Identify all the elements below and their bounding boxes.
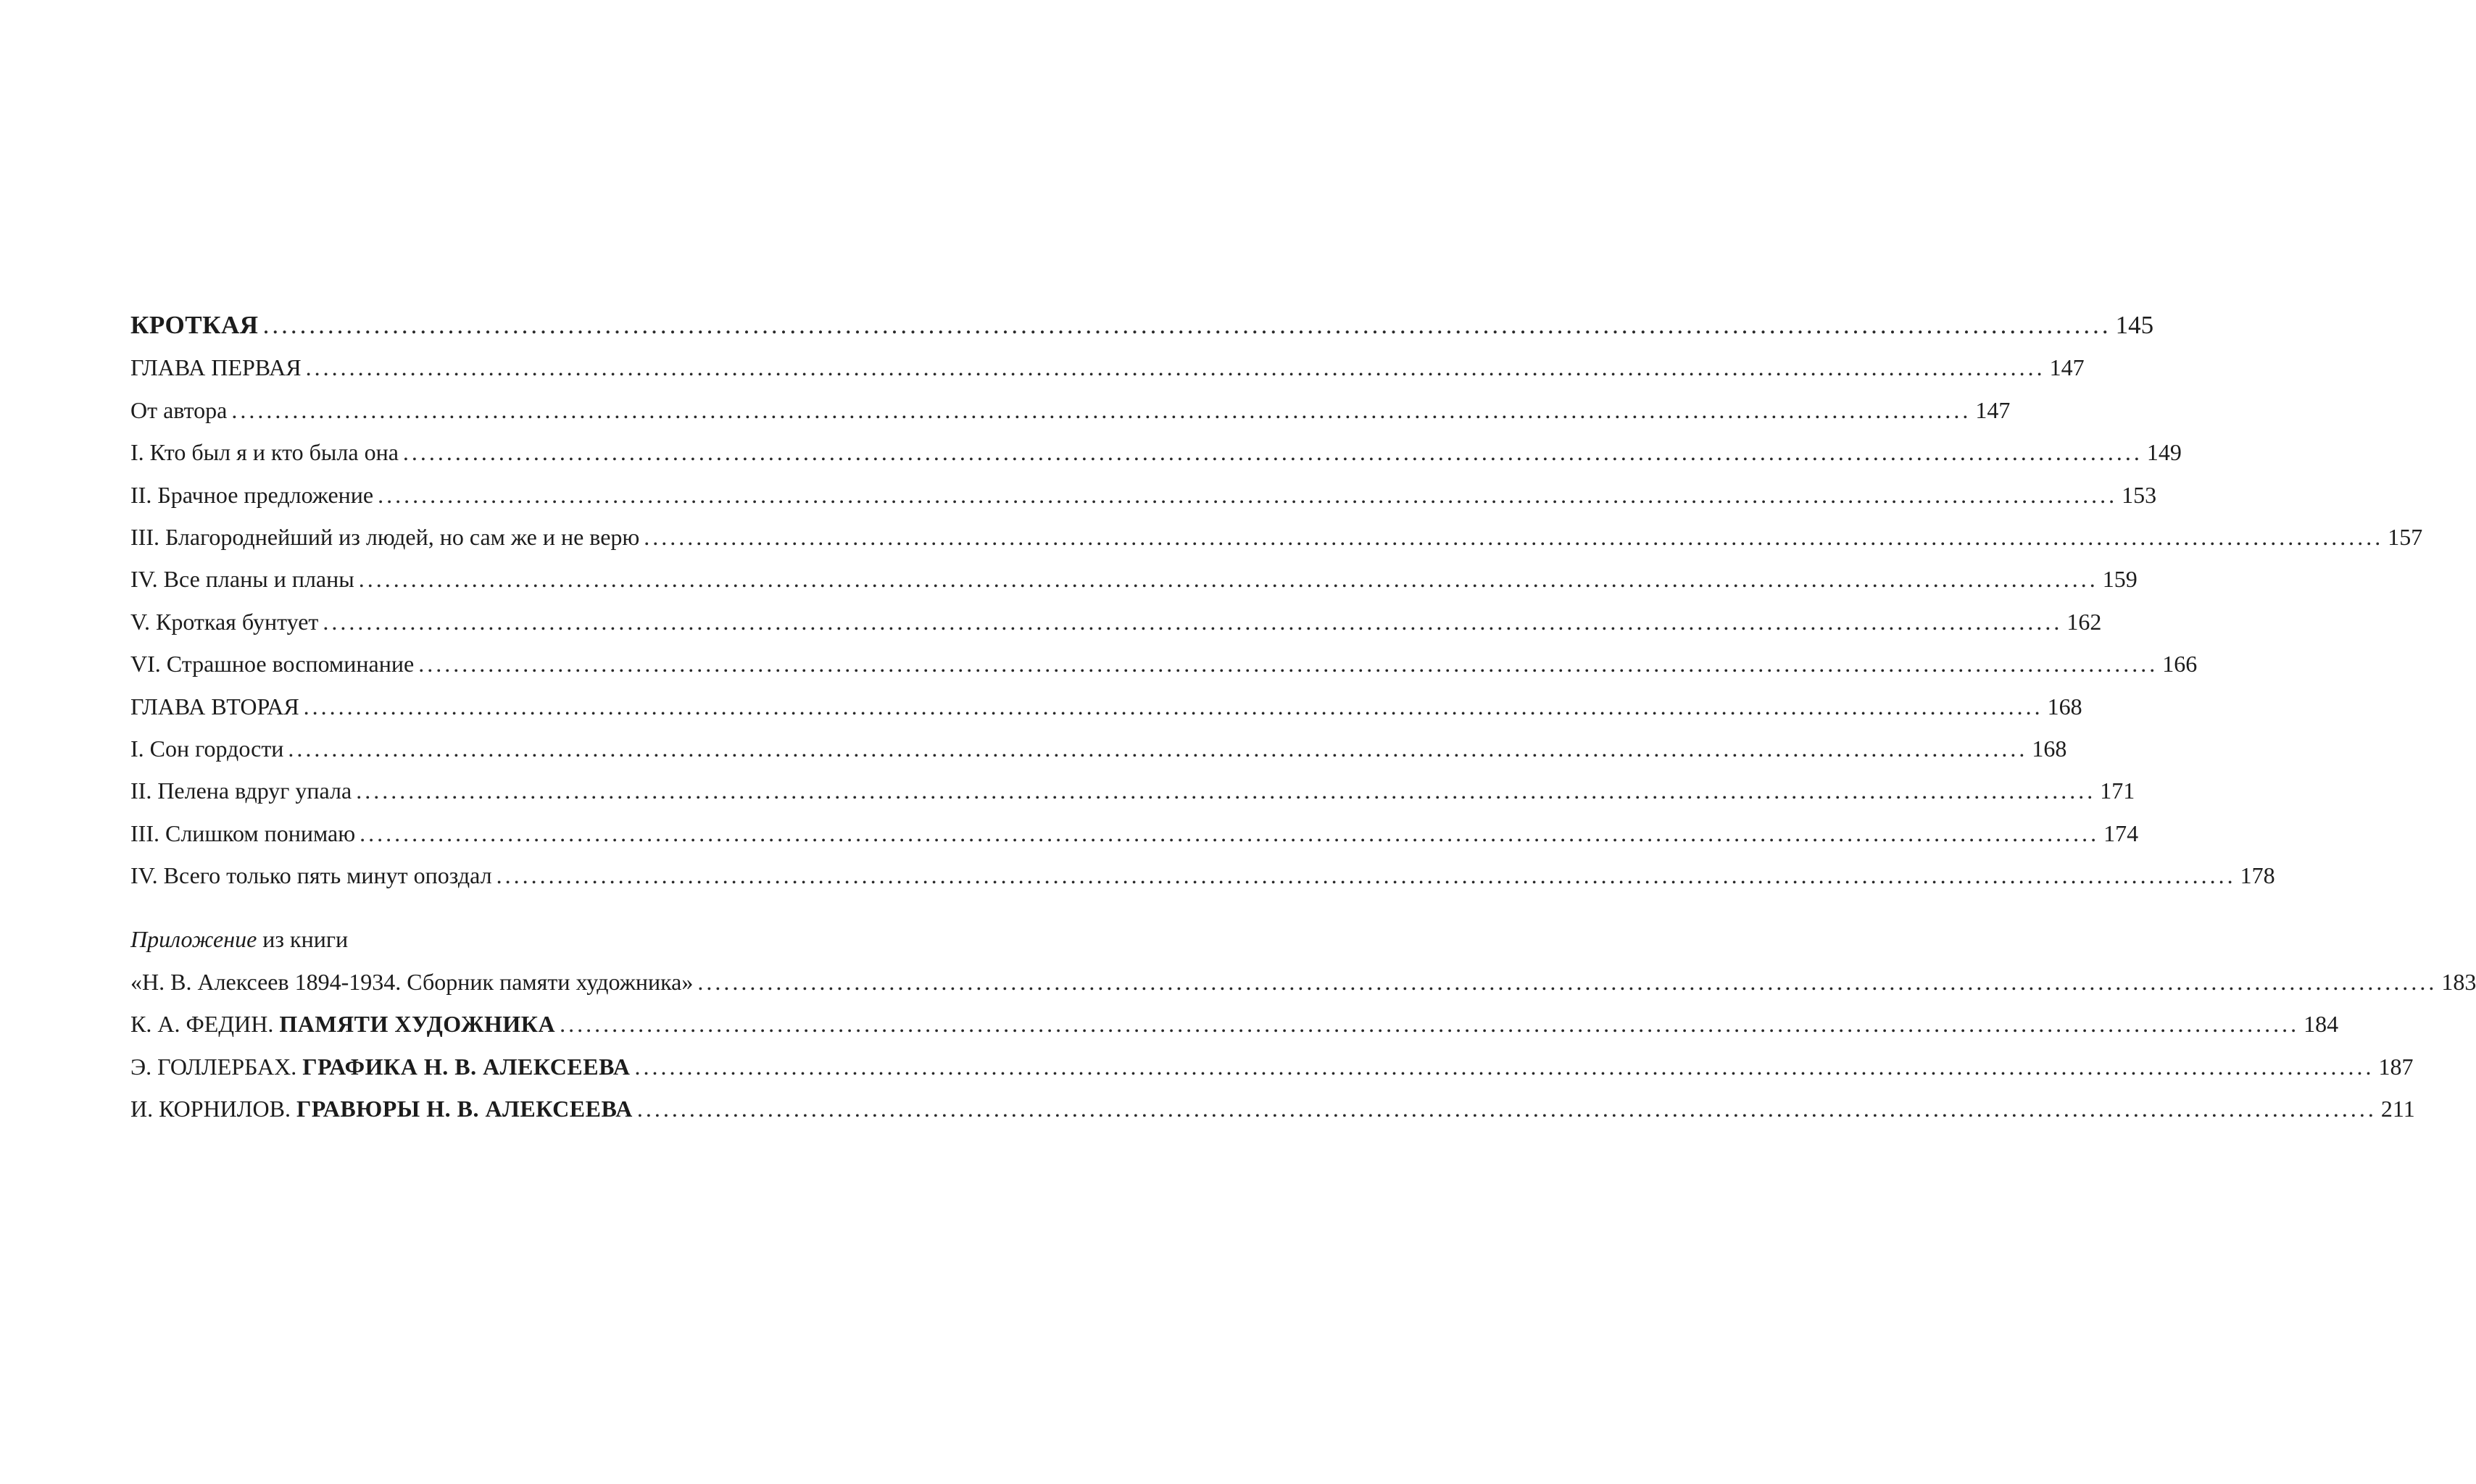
toc-entry-page: 145 [2115,311,2154,339]
toc-entry[interactable] [130,770,2135,812]
toc-entry-title: III. Благороднейший из людей, но сам же и не верю [130,523,640,550]
toc-entry[interactable] [130,558,2138,600]
dot-leader: ........................................................................................................................................................................................................ [560,1011,2300,1038]
dot-leader: ........................................................................................................................................................................................................ [358,566,2098,593]
toc-entry-page: 147 [2049,354,2085,381]
toc-entry-page: 166 [2162,651,2198,678]
dot-leader: ........................................................................................................................................................................................................ [418,651,2159,678]
toc-entry-title: VI. Страшное воспоминание [130,651,415,678]
toc-entry-page: 159 [2102,566,2138,593]
toc-entry-title: II. Брачное предложение [130,481,374,508]
toc-entry[interactable] [130,516,2423,558]
dot-leader: ........................................................................................................................................................................................................ [402,439,2143,466]
dot-leader: ........................................................................................................................................................................................................ [303,693,2043,720]
toc-entry-page: 184 [2303,1011,2339,1038]
dot-leader: ........................................................................................................................................................................................................ [305,354,2045,381]
toc-entry[interactable] [130,812,2139,854]
toc-entry[interactable] [130,346,2085,388]
dot-leader: ........................................................................................................................................................................................................ [636,1096,2377,1122]
toc-entry[interactable] [130,728,2067,770]
toc-entry-title: От автора [130,396,228,423]
toc-entry-title: I. Сон гордости [130,735,284,762]
toc-entry-title: «Н. В. Алексеев 1894-1934. Сборник памяти художника» [130,968,694,995]
toc-entry-page: 168 [2047,693,2082,720]
toc-entry[interactable] [130,304,2154,346]
toc-entry-title: II. Пелена вдруг упала [130,778,352,804]
dot-leader: ........................................................................................................................................................................................................ [496,862,2236,889]
toc-entry[interactable] [130,854,2275,896]
section-spacer [130,896,982,918]
table-of-contents [130,304,2476,1130]
toc-entry[interactable] [130,1088,2415,1130]
toc-entry-page: 147 [1975,396,2011,423]
toc-entry[interactable] [130,961,2476,1003]
toc-entry[interactable] [130,431,2182,473]
toc-entry[interactable] [130,1046,2414,1088]
toc-entry[interactable] [130,643,2198,685]
dot-leader: ........................................................................................................................................................................................................ [644,523,2384,550]
toc-entry-title: V. Кроткая бунтует [130,608,319,635]
toc-entry-page: 174 [2103,820,2139,846]
dot-leader: ........................................................................................................................................................................................................ [634,1053,2375,1080]
dot-leader: ........................................................................................................................................................................................................ [262,311,2111,339]
toc-entry-title: III. Слишком понимаю [130,820,356,846]
toc-entry-page: 171 [2100,778,2135,804]
toc-entry-title-bold: ГРАФИКА Н. В. АЛЕКСЕЕВА [302,1053,631,1080]
toc-entry-page: 211 [2380,1096,2415,1122]
toc-entry-page: 162 [2066,608,2102,635]
dot-leader: ........................................................................................................................................................................................................ [323,608,2063,635]
toc-entry-title: И. КОРНИЛОВ. [130,1096,296,1122]
toc-entry-title: ГЛАВА ВТОРАЯ [130,693,299,720]
toc-entry-page: 178 [2240,862,2275,889]
dot-leader: ........................................................................................................................................................................................................ [288,735,2028,762]
toc-entry-page: 157 [2388,523,2423,550]
toc-entry-page: 153 [2122,481,2157,508]
toc-entry-title: КРОТКАЯ [130,311,259,339]
toc-entry[interactable] [130,601,2102,643]
dot-leader: ........................................................................................................................................................................................................ [356,778,2096,804]
toc-entry[interactable] [130,389,2011,431]
toc-entry-title: ГЛАВА ПЕРВАЯ [130,354,302,381]
dot-leader: ........................................................................................................................................................................................................ [360,820,2100,846]
toc-entry-page: 187 [2378,1053,2414,1080]
toc-entry[interactable] [130,474,2157,516]
appendix-heading-rest: из книги [257,926,349,953]
dot-leader: ........................................................................................................................................................................................................ [378,481,2118,508]
toc-entry[interactable] [130,1003,2339,1045]
appendix-heading [130,918,982,960]
toc-entry-title-bold: ГРАВЮРЫ Н. В. АЛЕКСЕЕВА [296,1096,633,1122]
dot-leader: ........................................................................................................................................................................................................ [231,396,1972,423]
toc-entry-title: К. А. ФЕДИН. [130,1011,280,1038]
toc-entry[interactable] [130,685,2082,728]
toc-entry-title-bold: ПАМЯТИ ХУДОЖНИКА [279,1011,556,1038]
toc-entry-title: Э. ГОЛЛЕРБАХ. [130,1053,303,1080]
toc-entry-page: 183 [2441,968,2476,995]
toc-entry-title: IV. Все планы и планы [130,566,354,593]
toc-entry-page: 168 [2032,735,2067,762]
toc-entry-page: 149 [2146,439,2182,466]
appendix-heading-italic: Приложение [130,926,257,953]
dot-leader: ........................................................................................................................................................................................................ [697,968,2438,995]
toc-entry-title: IV. Всего только пять минут опоздал [130,862,492,889]
toc-entry-title: I. Кто был я и кто была она [130,439,399,466]
